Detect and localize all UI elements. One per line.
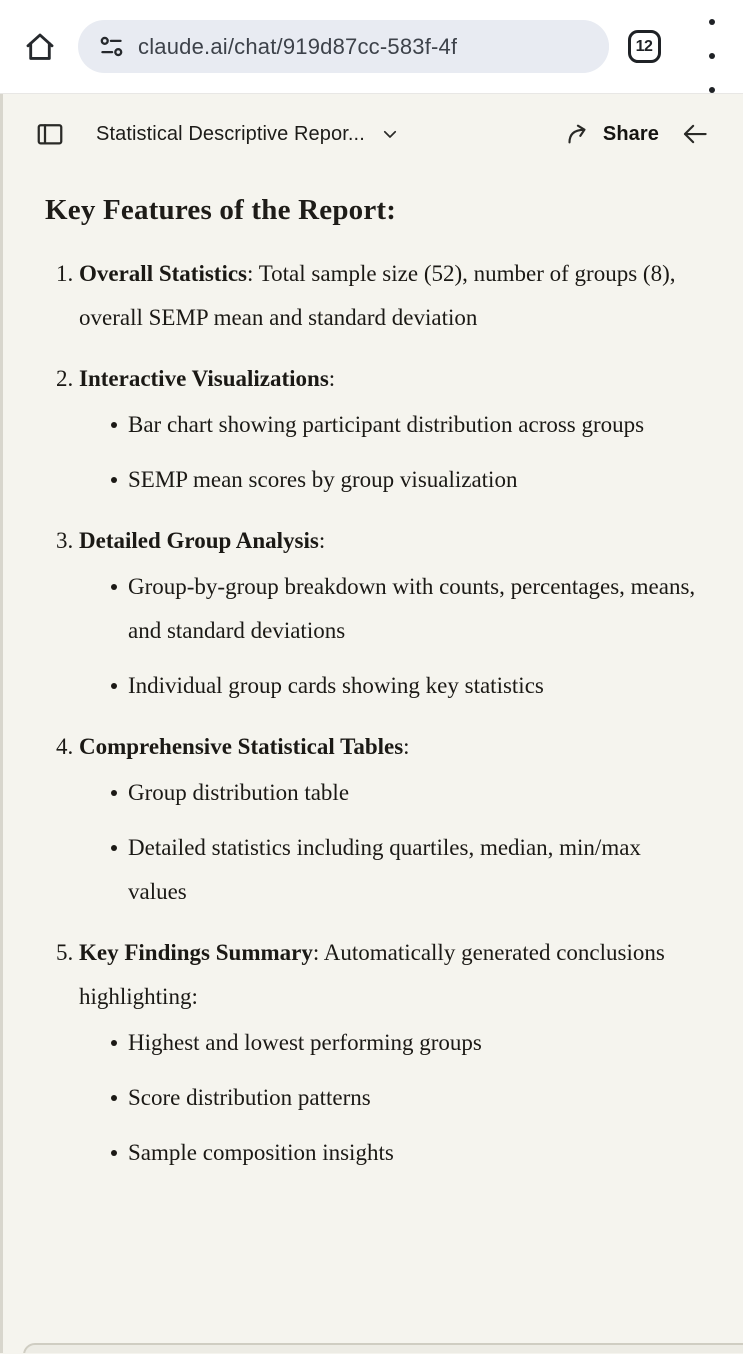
item-number: 3. — [56, 528, 74, 553]
bullet-list — [79, 1021, 703, 1175]
bullet-dot — [111, 1095, 117, 1101]
bullet-item — [79, 403, 703, 447]
share-label: Share — [602, 122, 659, 145]
sidebar-toggle-button[interactable] — [30, 114, 70, 154]
url-fade-overlay — [563, 20, 609, 73]
composer-peek[interactable] — [23, 1343, 743, 1353]
item-lead-text: Detailed Group Analysis: — [79, 528, 326, 553]
item-lead-text: Key Findings Summary: Automatically generated conclusions highlighting: — [79, 940, 665, 1009]
chevron-down-icon — [381, 125, 399, 143]
tab-counter-icon — [628, 30, 661, 63]
browser-toolbar — [0, 0, 743, 94]
tab-switcher-button[interactable] — [617, 20, 671, 74]
share-button[interactable] — [565, 121, 659, 148]
kebab-menu-icon — [709, 19, 715, 25]
bullet-text: Detailed statistics including quartiles, median, min/max values — [128, 835, 641, 904]
bullet-item — [79, 565, 703, 653]
item-number: 4. — [56, 734, 74, 759]
bullet-text: Group distribution table — [128, 780, 350, 805]
url-text: claude.ai/chat/919d87cc-583f-4f — [138, 33, 458, 59]
item-lead-text: Comprehensive Statistical Tables: — [79, 734, 410, 759]
back-arrow-icon — [680, 119, 710, 149]
list-item — [45, 725, 703, 914]
claude-page — [0, 94, 743, 1353]
sidebar-toggle-icon — [35, 119, 65, 149]
item-number: 1. — [56, 261, 74, 286]
bullet-item — [79, 826, 703, 914]
section-heading: Key Features of the Report: — [45, 194, 397, 226]
bullet-dot — [111, 477, 117, 483]
list-item — [45, 252, 703, 340]
chat-message-content — [3, 174, 743, 1175]
bullet-list — [79, 403, 703, 502]
bullet-item — [79, 771, 703, 815]
bullet-item — [79, 458, 703, 502]
item-number: 5. — [56, 940, 74, 965]
home-button[interactable] — [14, 21, 66, 73]
list-item — [45, 931, 703, 1175]
bullet-dot — [111, 845, 117, 851]
home-icon — [22, 29, 58, 65]
back-button[interactable] — [673, 112, 717, 156]
bullet-item — [79, 1076, 703, 1120]
conversation-title: Statistical Descriptive Repor... — [96, 122, 365, 145]
list-item — [45, 519, 703, 708]
item-lead-text: Interactive Visualizations: — [79, 366, 336, 391]
browser-menu-button[interactable] — [679, 20, 723, 74]
feature-list — [45, 252, 703, 1175]
bullet-text: Bar chart showing participant distribution across groups — [128, 412, 645, 437]
bullet-dot — [111, 683, 117, 689]
url-bar[interactable] — [78, 20, 609, 73]
bullet-text: Individual group cards showing key statistics — [128, 673, 544, 698]
bullet-list — [79, 771, 703, 914]
bullet-dot — [111, 790, 117, 796]
item-lead-text: Overall Statistics: Total sample size (52), number of groups (8), overall SEMP mean and standard deviation — [79, 261, 676, 330]
list-item — [45, 357, 703, 502]
bullet-item — [79, 664, 703, 708]
bullet-text: Group-by-group breakdown with counts, percentages, means, and standard deviations — [128, 574, 696, 643]
item-number: 2. — [56, 366, 74, 391]
bullet-text: Highest and lowest performing groups — [128, 1030, 482, 1055]
share-arrow-icon — [565, 121, 592, 148]
bullet-text: SEMP mean scores by group visualization — [128, 467, 518, 492]
bullet-dot — [111, 1150, 117, 1156]
bullet-text: Sample composition insights — [128, 1140, 394, 1165]
bullet-dot — [111, 1040, 117, 1046]
bullet-dot — [111, 584, 117, 590]
conversation-title-button[interactable] — [96, 123, 399, 146]
bullet-text: Score distribution patterns — [128, 1085, 371, 1110]
bullet-item — [79, 1021, 703, 1065]
tab-count: 12 — [635, 37, 653, 55]
claude-header — [3, 94, 743, 174]
site-settings-icon — [98, 33, 125, 60]
bullet-item — [79, 1131, 703, 1175]
bullet-dot — [111, 422, 117, 428]
bullet-list — [79, 565, 703, 708]
